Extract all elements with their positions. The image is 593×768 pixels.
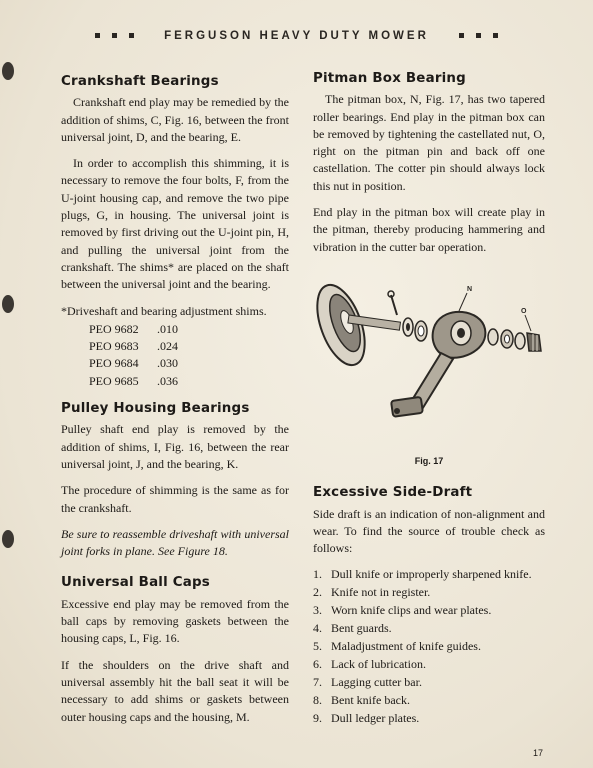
list-item [313,656,545,673]
shim-row [89,338,289,355]
pitman-paragraph-1: The pitman box, N, Fig. 17, has two tapered roller bearings. End play in the pitman box can be removed by tightening the castellated nut, O, right on the pitman pin and back off one castellation. The cotter pin should always lock this nut in position. [313,92,545,193]
ball-caps-heading: Universal Ball Caps [61,575,210,591]
pitman-paragraph-2: End play in the pitman box will create play in the pitman, thereby producing hammering and vibration in the cutter bar operation. [313,205,545,254]
list-item-text: Bent guards. [331,621,392,636]
figure-caption: Fig. 17 [414,455,444,466]
crankshaft-heading: Crankshaft Bearings [61,74,219,89]
list-item-text: Dull ledger plates. [331,710,420,725]
shim-row [89,321,289,338]
running-header [0,30,593,42]
crankshaft-paragraph-1: Crankshaft end play may be remedied by the addition of shims, C, Fig. 16, between the front universal joint, D, and the bearing, E. [61,95,289,144]
pitman-assembly-illustration [313,265,545,451]
list-item-number: 9. [313,710,322,725]
pulley-paragraph-1: Pulley shaft end play is removed by the addition of shims, I, Fig. 16, between the rear universal joint, J, and the bearing, K. [61,422,289,471]
shim-size: .036 [157,373,178,388]
running-header-title: FERGUSON HEAVY DUTY MOWER [164,30,429,42]
trouble-checklist [313,566,545,726]
list-item [313,674,545,691]
list-item-text: Maladjustment of knife guides. [331,639,481,654]
ball-caps-paragraph-2: If the shoulders on the drive shaft and universal assembly hit the ball seat it will be necessary to add shims or gaskets between outer housing caps and the housing, M. [61,657,289,724]
list-item-number: 2. [313,585,322,600]
list-item-text: Worn knife clips and wear plates. [331,603,492,618]
binder-hole [2,62,14,80]
shim-part: PEO 9684 [89,356,139,371]
list-item [313,602,545,619]
shim-size: .010 [157,321,178,336]
shim-row [89,355,289,372]
list-item-number: 6. [313,656,322,671]
shim-size: .030 [157,356,178,371]
left-column [61,73,289,735]
side-draft-paragraph: Side draft is an indication of non-alignment and wear. To find the source of trouble check as follows: [313,506,545,556]
list-item-number: 1. [313,567,322,582]
list-item-number: 3. [313,603,322,618]
fig-label-o: O [521,307,527,315]
list-item [313,692,545,709]
page-number: 17 [532,748,543,758]
shim-size: .024 [157,339,178,354]
list-item-number: 7. [313,674,322,689]
pulley-note: Be sure to reassemble driveshaft with universal joint forks in plane. See Figure 18. [61,526,289,559]
pulley-heading: Pulley Housing Bearings [61,401,250,417]
list-item [313,638,545,655]
shim-row [89,373,289,390]
list-item [313,566,545,583]
pulley-paragraph-2: The procedure of shimming is the same as for the crankshaft. [61,483,289,515]
shim-part: PEO 9685 [89,373,139,388]
list-item-text: Dull knife or improperly sharpened knife. [331,567,532,582]
right-column [313,70,545,727]
list-item [313,584,545,601]
list-item [313,620,545,637]
list-item-text: Lagging cutter bar. [331,674,422,689]
list-item-text: Knife not in register. [331,585,431,600]
shim-part: PEO 9683 [89,339,139,354]
crankshaft-paragraph-2: In order to accomplish this shimming, it is necessary to remove the four bolts, F, from the U-joint housing cap, and remove the two pipe plugs, G, in housing. The universal joint is removed by first driving out the U-joint pin, H, and pulling the universal joint from the crankshaft. The shims* are placed on the shaft between the universal joint and the bearing. [61,156,289,292]
fig-label-n: N [467,285,473,293]
binder-hole [2,295,14,313]
shim-table [89,321,289,390]
list-item-number: 5. [313,639,322,654]
list-item-number: 4. [313,621,322,636]
binder-hole [2,530,14,548]
pitman-heading: Pitman Box Bearing [313,71,466,86]
list-item-number: 8. [313,692,322,707]
list-item-text: Lack of lubrication. [331,656,426,671]
ball-caps-paragraph-1: Excessive end play may be removed from the ball caps by removing gaskets between the housing caps, L, Fig. 16. [61,596,289,646]
shim-note: *Driveshaft and bearing adjustment shims. [61,303,267,318]
list-item [313,710,545,727]
list-item-text: Bent knife back. [331,692,410,707]
side-draft-heading: Excessive Side-Draft [313,485,473,501]
shim-part: PEO 9682 [89,321,139,336]
